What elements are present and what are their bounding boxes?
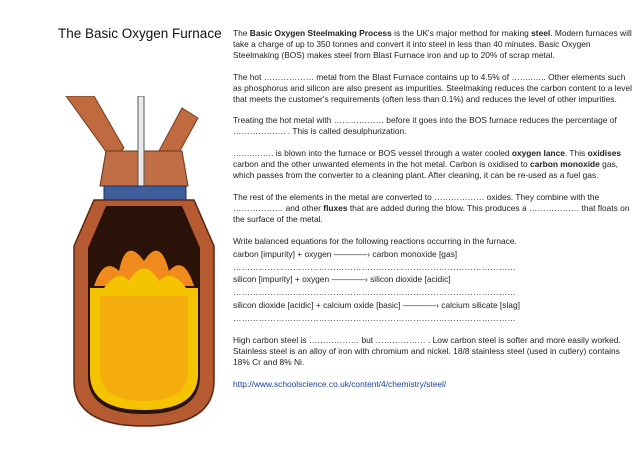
equations-instruction: Write balanced equations for the following reactions occurring in the furnace. <box>233 235 517 246</box>
text-span: The <box>233 28 250 38</box>
answer-line-2[interactable]: ……………………………………………………………………………………… <box>233 287 516 298</box>
equation-3: silicon dioxide [acidic] + calcium oxide [basic] ————› calcium silicate [slag] <box>233 300 520 311</box>
page-title: The Basic Oxygen Furnace <box>58 26 222 41</box>
answer-line-1[interactable]: ……………………………………………………………………………………… <box>233 261 516 272</box>
text-span: ……..……. is blown into the furnace or BOS vessel through a water cooled <box>233 148 512 159</box>
hot-metal-paragraph: The hot ……………… metal from the Blast Furnace contains up to 4.5% of ……..….. Other elements such as phosphorus and silicon are also present as impurities. Steelmaking reduces the carbon content to a level that meets the customer's requirements (often less than 0.1%) and reduces the level of other impurities. <box>233 71 632 104</box>
bold-term: carbon monoxide <box>530 159 600 170</box>
blue-band <box>104 186 186 200</box>
bold-term: oxygen lance <box>511 148 565 159</box>
bold-term: fluxes <box>323 202 348 213</box>
text-column <box>233 28 633 401</box>
bold-term: oxidises <box>587 148 622 159</box>
bos-furnace-diagram <box>64 96 222 431</box>
text-span: that are added during the blow. This produces a ……………… that floats on the surface of the metal. <box>233 202 630 224</box>
scrap-chute <box>66 96 124 160</box>
bold-term: steel <box>531 28 551 38</box>
text-span: . This <box>564 148 588 159</box>
oxides-paragraph <box>233 192 633 225</box>
desulphurization-paragraph: Treating the hot metal with ……………… before it goes into the BOS furnace reduces the percentage of ………………. . This is called desulphurization. <box>233 115 617 137</box>
steel-properties-paragraph: High carbon steel is ……………… but ……………… . Low carbon steel is softer and more easily worked. Stainless steel is an alloy of iron with chromium and nickel. 18/8 stainless steel (used in cutlery) contains 18% Cr and 8% Ni. <box>233 335 621 367</box>
answer-line-3[interactable]: ……………………………………………………………………………………… <box>233 313 516 324</box>
intro-paragraph <box>233 28 633 61</box>
bold-term: Basic Oxygen Steelmaking Process <box>249 28 392 38</box>
equation-2: silicon [impurity] + oxygen ————› silicon dioxide [acidic] <box>233 274 451 285</box>
equation-1: carbon [impurity] + oxygen ————› carbon monoxide [gas] <box>233 248 458 259</box>
oxygen-lance-paragraph <box>233 148 633 181</box>
source-link[interactable]: http://www.schoolscience.co.uk/content/4/chemistry/steel/ <box>233 378 447 389</box>
text-span: The rest of the elements in the metal are converted to ……………… oxides. They combine with the ……………… and other <box>233 191 600 213</box>
text-span: . Modern furnaces will take a charge of up to 350 tonnes and convert it into steel in less than 40 minutes. Basic Oxygen Steelmaking (BOS) makes steel from Blast Furnace iron and up to 20% of scrap metal. <box>233 28 632 60</box>
text-span: is the UK's major method for making <box>391 28 532 38</box>
text-span: gas, which passes from the converter to a cleaning plant. After cleaning, it can be re-used as a fuel gas. <box>233 159 619 181</box>
molten-glow <box>100 296 188 401</box>
text-span: carbon and the other unwanted elements in the hot metal. Carbon is oxidised to <box>233 159 531 170</box>
